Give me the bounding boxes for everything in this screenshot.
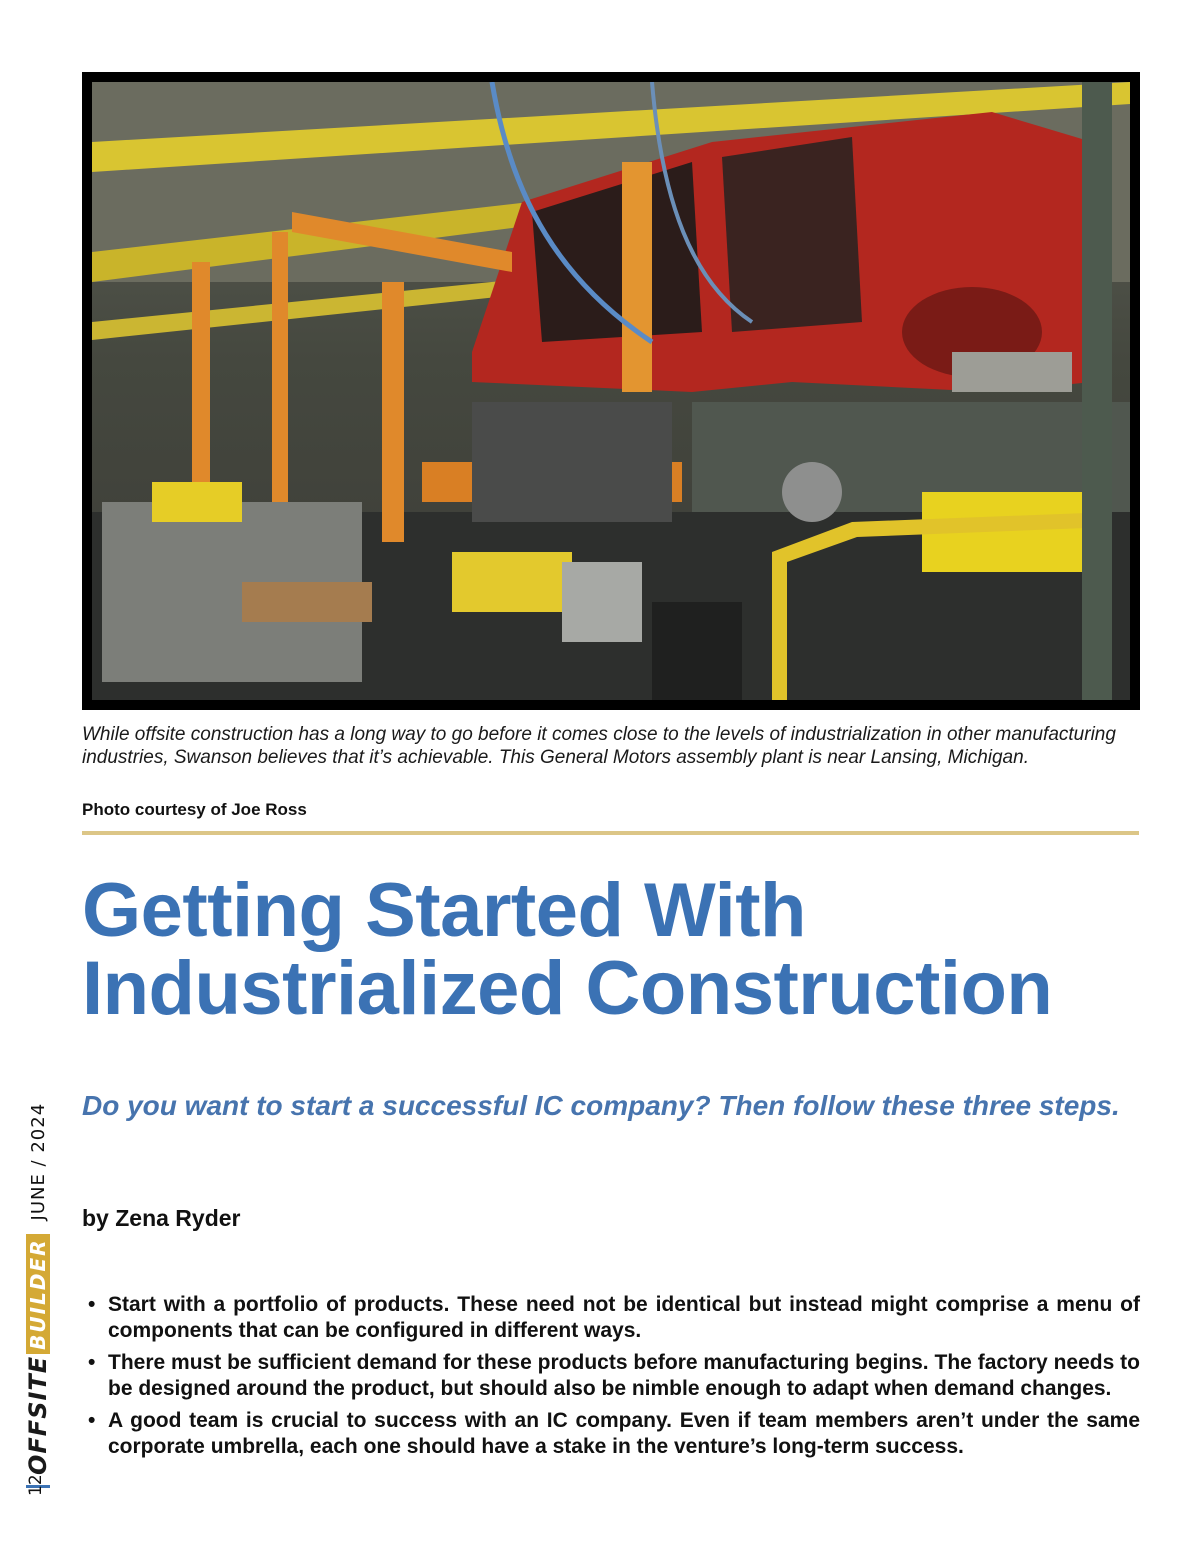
article-headline — [82, 868, 1162, 1031]
headline-line-2: Industrialized Construction — [82, 946, 1053, 1031]
key-points-list — [88, 1292, 1140, 1466]
photo-caption: While offsite construction has a long way to go before it comes close to the levels of industrialization in other manufacturing industries, Swanson believes that it’s achievable. This General Motors assembly plant is near Lansing, Michigan. — [82, 724, 1116, 768]
bullet-icon: • — [88, 1409, 96, 1432]
bullet-icon: • — [88, 1293, 96, 1316]
list-item — [88, 1408, 1140, 1460]
list-item-text: There must be sufficient demand for these products before manufacturing begins. The factory needs to be designed around the product, but should also be nimble enough to adapt when demand changes. — [108, 1351, 1140, 1400]
page-number: 12 — [26, 1474, 46, 1496]
list-item — [88, 1350, 1140, 1402]
issue-date: JUNE / 2024 — [27, 1102, 49, 1221]
bullet-icon: • — [88, 1351, 96, 1374]
photo-credit: Photo courtesy of Joe Ross — [82, 800, 307, 819]
magazine-side-tab — [14, 968, 54, 1488]
brand-secondary: BUILDER — [26, 1234, 50, 1353]
list-item — [88, 1292, 1140, 1344]
article-byline: by Zena Ryder — [82, 1205, 241, 1231]
section-divider — [82, 831, 1139, 835]
brand-primary: OFFSITE — [24, 1355, 52, 1475]
assembly-plant-photo — [92, 82, 1130, 700]
assembly-plant-illustration — [92, 82, 1130, 700]
list-item-text: Start with a portfolio of products. These need not be identical but instead might comprise a menu of components that can be configured in different ways. — [108, 1293, 1140, 1342]
article-deck: Do you want to start a successful IC company? Then follow these three steps. — [82, 1090, 1120, 1121]
list-item-text: A good team is crucial to success with an IC company. Even if team members aren’t under the same corporate umbrella, each one should have a stake in the venture’s long-term success. — [108, 1409, 1140, 1458]
headline-line-1: Getting Started With — [82, 868, 806, 953]
article-photo-frame — [82, 72, 1140, 710]
